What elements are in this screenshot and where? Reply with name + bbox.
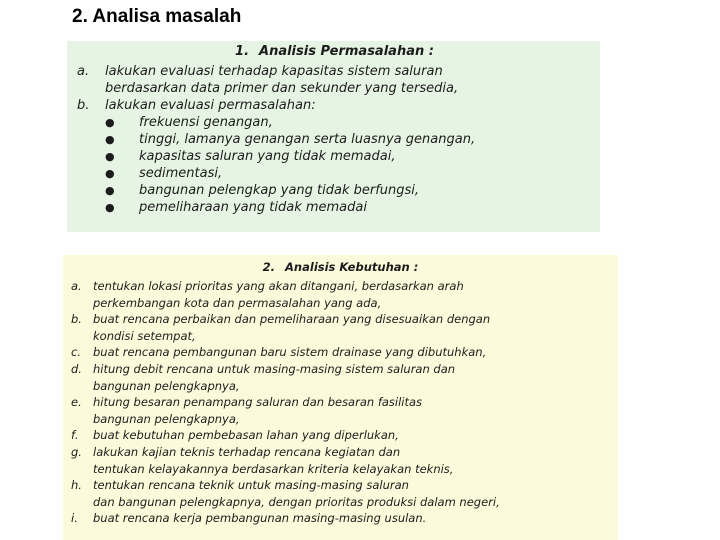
text-line: hitung debit rencana untuk masing-masing sistem saluran dan [93, 361, 456, 376]
list-item-text [105, 97, 592, 114]
bullet-dot-icon: ● [105, 184, 115, 197]
bullet-item [105, 199, 592, 216]
text-line: buat rencana perbaikan dan pemeliharaan yang disesuaikan dengan [93, 312, 491, 327]
list-marker: e. [71, 395, 82, 410]
bullet-item [105, 182, 592, 199]
text-line: bangunan pelengkapnya, [93, 378, 240, 393]
text-line: kondisi setempat, [93, 328, 196, 343]
list-marker: h. [71, 478, 82, 493]
list-item [77, 97, 592, 114]
bullet-item [105, 114, 592, 131]
text-line: lakukan evaluasi terhadap kapasitas sistem saluran [105, 64, 443, 79]
bullet-text: tinggi, lamanya genangan serta luasnya genangan, [139, 132, 476, 147]
list-item-text [93, 510, 610, 527]
list-marker: c. [71, 345, 81, 360]
list-marker: d. [71, 361, 82, 376]
bullet-text: sedimentasi, [139, 166, 223, 181]
bullet-dot-icon: ● [105, 116, 115, 129]
list-item [77, 63, 592, 97]
list-item-text [93, 444, 610, 477]
bullet-dot-icon: ● [105, 150, 115, 163]
problem-analysis-list [77, 63, 592, 114]
list-item [71, 361, 610, 394]
text-line: dan bangunan pelengkapnya, dengan prioritas produksi dalam negeri, [93, 494, 500, 509]
list-item [71, 344, 610, 361]
list-item-text [93, 427, 610, 444]
list-item-text [93, 344, 610, 361]
list-item-text [93, 361, 610, 394]
needs-analysis-panel [63, 255, 618, 540]
text-line: lakukan kajian teknis terhadap rencana kegiatan dan [93, 444, 401, 459]
list-item [71, 278, 610, 311]
bullet-item [105, 148, 592, 165]
list-item-text [93, 311, 610, 344]
bullet-item [105, 131, 592, 148]
text-line: buat kebutuhan pembebasan lahan yang diperlukan, [93, 428, 399, 443]
text-line: bangunan pelengkapnya, [93, 411, 240, 426]
list-marker: b. [71, 312, 82, 327]
text-line: buat rencana pembangunan baru sistem drainase yang dibutuhkan, [93, 345, 487, 360]
list-item [71, 444, 610, 477]
problem-bullet-list [77, 114, 592, 216]
text-line: lakukan evaluasi permasalahan: [105, 98, 316, 113]
list-marker: f. [71, 428, 79, 443]
list-item [71, 311, 610, 344]
text-line: perkembangan kota dan permasalahan yang ada, [93, 295, 382, 310]
heading-text: Analisis Kebutuhan : [285, 260, 419, 274]
list-marker: i. [71, 511, 78, 526]
text-line: tentukan lokasi prioritas yang akan ditangani, berdasarkan arah [93, 279, 464, 293]
bullet-dot-icon: ● [105, 201, 115, 214]
list-marker: b. [77, 98, 90, 113]
bullet-text: frekuensi genangan, [139, 115, 273, 130]
list-item [71, 477, 610, 510]
list-item-text [105, 63, 592, 97]
bullet-item [105, 165, 592, 182]
bullet-text: bangunan pelengkap yang tidak berfungsi, [139, 183, 420, 198]
bullet-text: kapasitas saluran yang tidak memadai, [139, 149, 396, 164]
list-item [71, 394, 610, 427]
text-line: hitung besaran penampang saluran dan besaran fasilitas [93, 395, 423, 410]
heading-number: 1. [235, 44, 250, 59]
heading-number: 2. [262, 260, 276, 274]
needs-analysis-heading [71, 259, 610, 275]
text-line: tentukan rencana teknik untuk masing-masing saluran [93, 478, 409, 493]
list-item-text [93, 394, 610, 427]
list-item-text [93, 278, 610, 311]
list-marker: a. [77, 64, 90, 79]
list-item [71, 427, 610, 444]
slide-title: 2. Analisa masalah [72, 6, 242, 27]
list-marker: g. [71, 444, 82, 459]
text-line: berdasarkan data primer dan sekunder yang tersedia, [105, 81, 459, 96]
problem-analysis-panel [67, 41, 600, 232]
text-line: buat rencana kerja pembangunan masing-masing usulan. [93, 511, 427, 526]
bullet-dot-icon: ● [105, 133, 115, 146]
list-item [71, 510, 610, 527]
bullet-text: pemeliharaan yang tidak memadai [139, 200, 367, 215]
text-line: tentukan kelayakannya berdasarkan kriteria kelayakan teknis, [93, 461, 454, 476]
list-marker: a. [71, 279, 82, 293]
problem-analysis-heading [77, 44, 592, 60]
heading-text: Analisis Permasalahan : [259, 44, 434, 59]
list-item-text [93, 477, 610, 510]
needs-analysis-list [71, 278, 610, 527]
bullet-dot-icon: ● [105, 167, 115, 180]
